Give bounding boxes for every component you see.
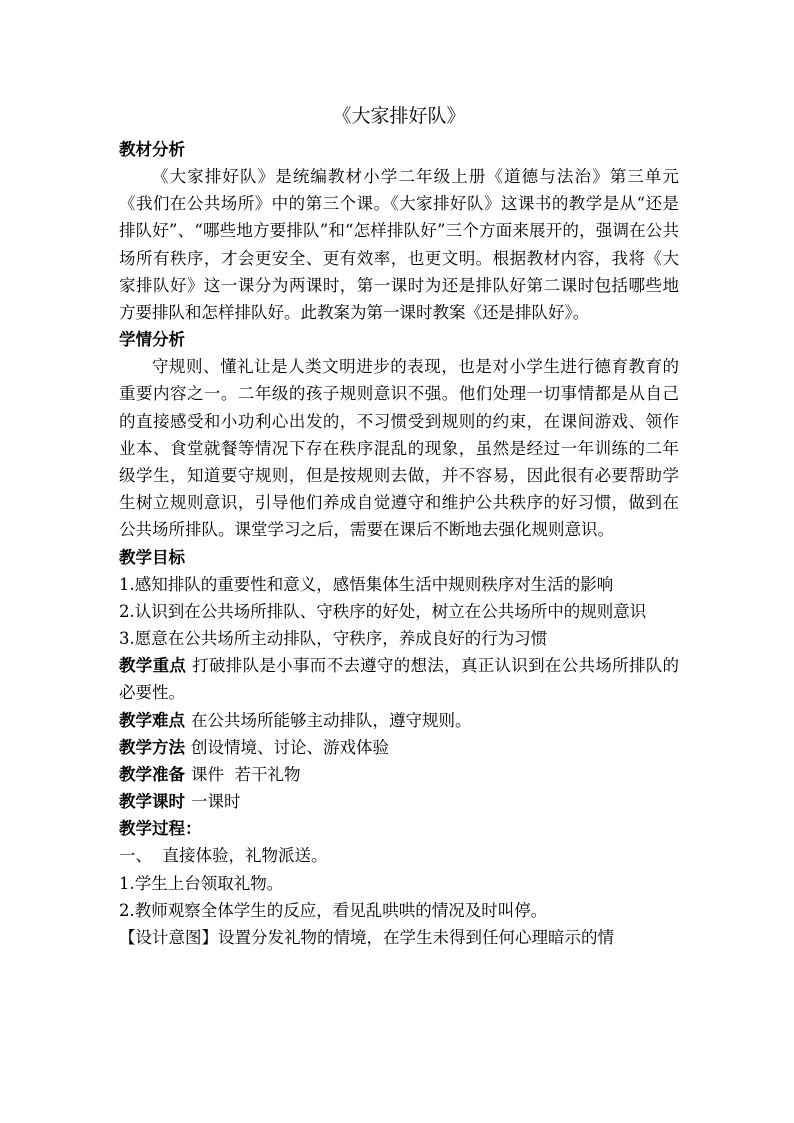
document-page <box>119 96 679 951</box>
difficulty-label: 教学难点 <box>119 710 185 730</box>
hours-text: 一课时 <box>191 792 241 812</box>
key-point-line <box>119 652 679 706</box>
hours-label: 教学课时 <box>119 792 185 812</box>
heading-teaching-goals: 教学目标 <box>119 547 185 567</box>
goal-item-2: 2.认识到在公共场所排队、守秩序的好处，树立在公共场所中的规则意识 <box>119 601 647 621</box>
paragraph-student-analysis: 守规则、懂礼让是人类文明进步的表现，也是对小学生进行德育教育的重要内容之一。二年级的孩子规则意识不强。他们处理一切事情都是从自己的直接感受和小功利心出发的，不习惯受到规则的约束，在课间游戏、领作业本、食堂就餐等情况下存在秩序混乱的现象，虽然是经过一年训练的二年级学生，知道要守规则，但是按规则去做，并不容易，因此很有必要帮助学生树立规则意识，引导他们养成自觉遵守和维护公共秩序的好习惯，做到在公共场所排队。课堂学习之后，需要在课后不断地去强化规则意识。 <box>119 357 679 540</box>
paragraph-textbook-analysis: 《大家排好队》是统编教材小学二年级上册《道德与法治》第三单元《我们在公共场所》中的第三个课。《大家排好队》这课书的教学是从“还是排队好”、“哪些地方要排队”和“怎样排队好”三个方面来展开的，强调在公共场所有秩序，才会更安全、更有效率，也更文明。根据教材内容，我将《大家排队好》这一课分为两课时，第一课时为还是排队好第二课时包括哪些地方要排队和怎样排队好。此教案为第一课时教案《还是排队好》。 <box>119 167 679 323</box>
method-line <box>119 734 679 761</box>
goal-item-3: 3.愿意在公共场所主动排队，守秩序，养成良好的行为习惯 <box>119 629 548 649</box>
goal-item-1: 1.感知排队的重要性和意义，感悟集体生活中规则秩序对生活的影响 <box>119 574 614 594</box>
difficulty-text: 在公共场所能够主动排队，遵守规则。 <box>191 710 472 730</box>
method-label: 教学方法 <box>119 737 185 757</box>
process-line-2: 1.学生上台领取礼物。 <box>119 873 284 893</box>
process-line-4: 【设计意图】设置分发礼物的情境，在学生未得到任何心理暗示的情 <box>119 928 614 948</box>
key-point-text: 打破排队是小事而不去遵守的想法，真正认识到在公共场所排队的必要性。 <box>119 656 679 703</box>
heading-textbook-analysis: 教材分析 <box>119 140 185 159</box>
heading-student-analysis: 学情分析 <box>119 330 185 350</box>
preparation-text: 课件 若干礼物 <box>191 765 301 785</box>
process-line-1: 一、 直接体验，礼物派送。 <box>119 846 328 866</box>
difficulty-line <box>119 707 679 734</box>
preparation-label: 教学准备 <box>119 765 185 785</box>
hours-line <box>119 788 679 815</box>
process-line-3: 2.教师观察全体学生的反应，看见乱哄哄的情况及时叫停。 <box>119 900 548 920</box>
heading-teaching-process: 教学过程： <box>119 819 202 839</box>
document-title: 《大家排好队》 <box>332 105 466 127</box>
method-text: 创设情境、讨论、游戏体验 <box>191 737 389 757</box>
key-point-label: 教学重点 <box>119 656 187 676</box>
preparation-line <box>119 761 679 788</box>
